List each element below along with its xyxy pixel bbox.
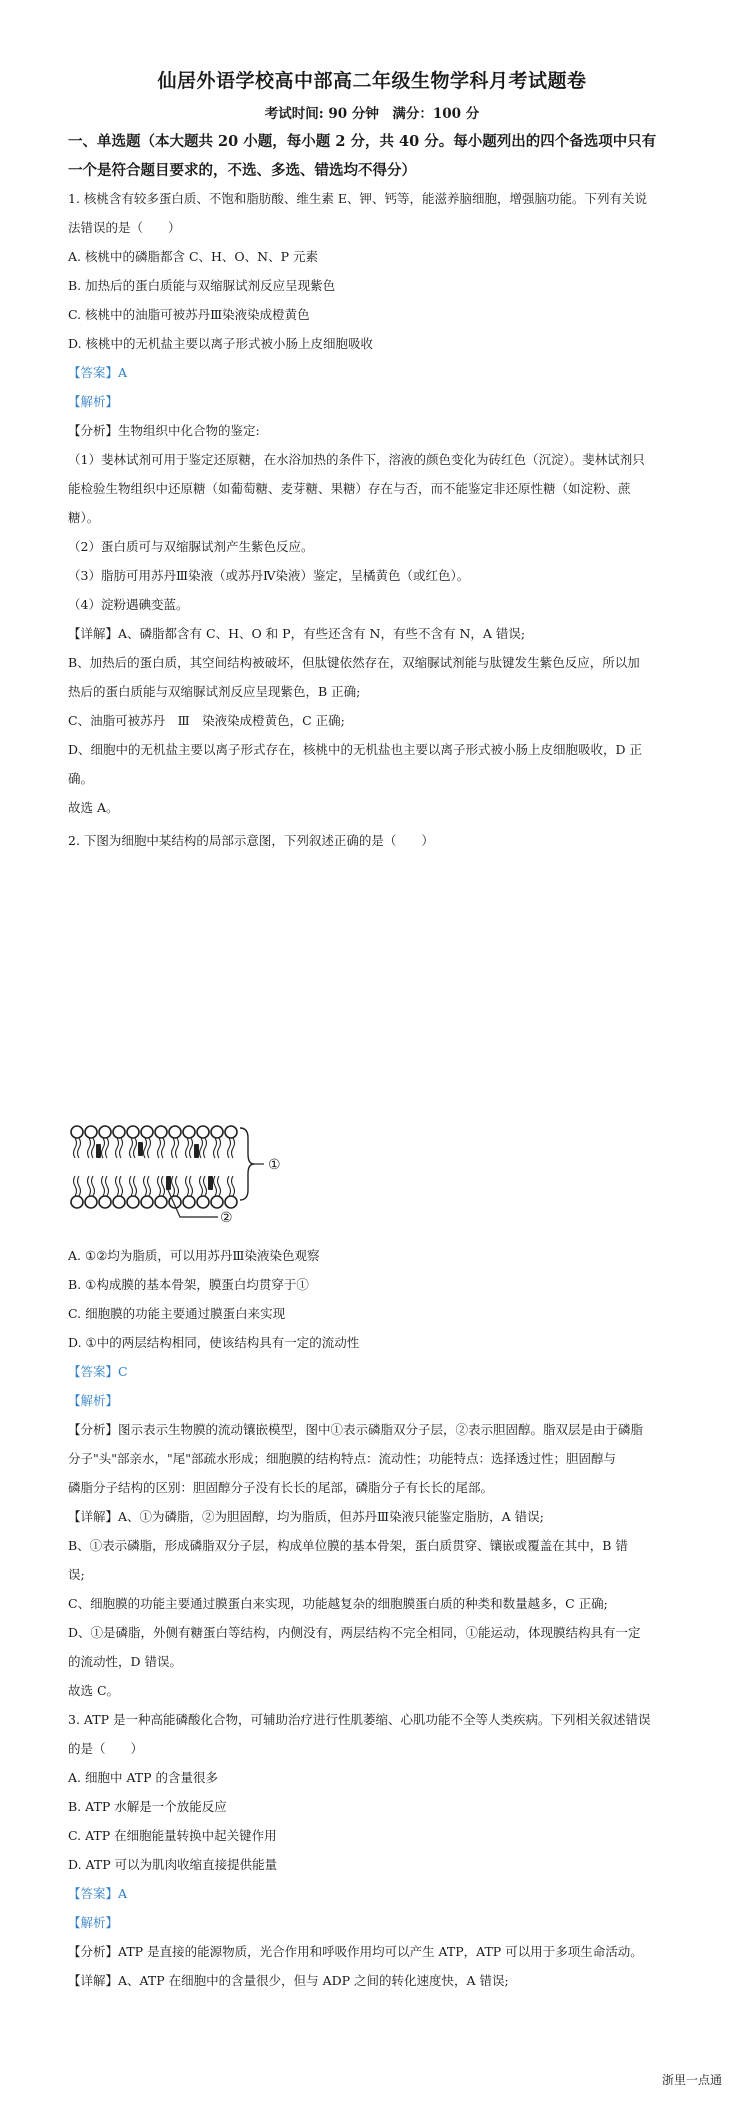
q3-stem-line2: 的是（ ） bbox=[68, 1741, 144, 1756]
exam-info: 考试时间: 90 分钟 满分：100 分 bbox=[264, 106, 480, 122]
q1-detail-line3: 热后的蛋白质能与双缩脲试剂反应呈现紫色，B 正确; bbox=[68, 684, 361, 699]
q2-analysis-label: 【解析】 bbox=[68, 1393, 119, 1408]
label-1-bracket bbox=[240, 1128, 254, 1200]
q1-detail-line1: 【详解】A、磷脂都含有 C、H、O 和 P，有些还含有 N，有些不含有 N，A 错误; bbox=[68, 626, 526, 641]
cholesterol-molecules bbox=[96, 1142, 213, 1190]
q2-detail-line6: 的流动性，D 错误。 bbox=[68, 1654, 182, 1669]
q3-option-b: B. ATP 水解是一个放能反应 bbox=[68, 1799, 227, 1814]
q2-option-c: C. 细胞膜的功能主要通过膜蛋白来实现 bbox=[68, 1306, 286, 1321]
q1-analysis-line6: （3）脂肪可用苏丹Ⅲ染液（或苏丹Ⅳ染液）鉴定，呈橘黄色（或红色）。 bbox=[68, 568, 470, 583]
q1-option-d: D. 核桃中的无机盐主要以离子形式被小肠上皮细胞吸收 bbox=[68, 336, 374, 351]
q1-analysis-line3: 能检验生物组织中还原糖（如葡萄糖、麦芽糖、果糖）存在与否，而不能鉴定非还原性糖（如淀粉、蔗 bbox=[68, 481, 631, 496]
section-heading-line2: 一个是符合题目要求的，不选、多选、错选均不得分） bbox=[68, 162, 416, 179]
q3-detail-line1: 【详解】A、ATP 在细胞中的含量很少，但与 ADP 之间的转化速度快，A 错误; bbox=[68, 1973, 509, 1988]
q1-detail-line5: D、细胞中的无机盐主要以离子形式存在，核桃中的无机盐也主要以离子形式被小肠上皮细胞吸收，D 正 bbox=[68, 742, 643, 757]
label-1: ① bbox=[268, 1157, 281, 1173]
q1-analysis-label: 【解析】 bbox=[68, 394, 119, 409]
q3-answer: 【答案】A bbox=[68, 1886, 128, 1901]
q2-detail-line3: 误; bbox=[68, 1567, 85, 1582]
q2-analysis-line1: 【分析】图示表示生物膜的流动镶嵌模型，图中①表示磷脂双分子层，②表示胆固醇。脂双层是由于磷脂 bbox=[68, 1422, 644, 1437]
q1-detail-line4: C、油脂可被苏丹 Ⅲ 染液染成橙黄色，C 正确; bbox=[68, 713, 345, 728]
q2-detail-line2: B、①表示磷脂，形成磷脂双分子层，构成单位膜的基本骨架，蛋白质贯穿、镶嵌或覆盖在其中，B 错 bbox=[68, 1538, 628, 1553]
q2-detail-line7: 故选 C。 bbox=[68, 1683, 120, 1698]
q1-analysis-line1: 【分析】生物组织中化合物的鉴定: bbox=[68, 423, 260, 438]
q2-detail-line5: D、①是磷脂，外侧有糖蛋白等结构，内侧没有，两层结构不完全相同，①能运动，体现膜结构具有一定 bbox=[68, 1625, 641, 1640]
q2-answer: 【答案】C bbox=[68, 1364, 128, 1379]
q1-detail-line7: 故选 A。 bbox=[68, 800, 119, 815]
q3-option-a: A. 细胞中 ATP 的含量很多 bbox=[68, 1770, 219, 1785]
q3-stem-line1: 3. ATP 是一种高能磷酸化合物，可辅助治疗进行性肌萎缩、心肌功能不全等人类疾病。下列相关叙述错误 bbox=[68, 1712, 651, 1727]
q3-option-d: D. ATP 可以为肌肉收缩直接提供能量 bbox=[68, 1857, 278, 1872]
q1-answer: 【答案】A bbox=[68, 365, 128, 380]
q1-stem-line1: 1. 核桃含有较多蛋白质、不饱和脂肪酸、维生素 E、钾、钙等，能滋养脑细胞，增强脑功能。下列有关说 bbox=[68, 191, 647, 206]
section-heading-line1: 一、单选题（本大题共 20 小题，每小题 2 分，共 40 分。每小题列出的四个备选项中只有 bbox=[68, 133, 657, 150]
q1-option-a: A. 核桃中的磷脂都含 C、H、O、N、P 元素 bbox=[68, 249, 318, 264]
q3-option-c: C. ATP 在细胞能量转换中起关键作用 bbox=[68, 1828, 277, 1843]
q2-analysis-line3: 磷脂分子结构的区别：胆固醇分子没有长长的尾部，磷脂分子有长长的尾部。 bbox=[68, 1480, 494, 1495]
page-title: 仙居外语学校高中部高二年级生物学科月考试题卷 bbox=[157, 70, 587, 92]
top-phospholipid-heads bbox=[71, 1126, 237, 1138]
q1-analysis-line4: 糖）。 bbox=[68, 510, 100, 525]
q1-analysis-line5: （2）蛋白质可与双缩脲试剂产生紫色反应。 bbox=[68, 539, 314, 554]
q2-option-a: A. ①②均为脂质，可以用苏丹Ⅲ染液染色观察 bbox=[68, 1248, 320, 1263]
q1-option-c: C. 核桃中的油脂可被苏丹Ⅲ染液染成橙黄色 bbox=[68, 307, 310, 322]
q1-analysis-line2: （1）斐林试剂可用于鉴定还原糖，在水浴加热的条件下，溶液的颜色变化为砖红色（沉淀）。斐林试剂只 bbox=[68, 452, 645, 467]
q1-stem-line2: 法错误的是（ ） bbox=[68, 220, 181, 235]
bottom-phospholipid-heads bbox=[71, 1196, 237, 1208]
membrane-diagram bbox=[68, 1124, 288, 1226]
q1-option-b: B. 加热后的蛋白质能与双缩脲试剂反应呈现紫色 bbox=[68, 278, 336, 293]
q2-analysis-line2: 分子"头"部亲水，"尾"部疏水形成；细胞膜的结构特点：流动性；功能特点：选择透过性；胆固醇与 bbox=[68, 1451, 616, 1466]
q1-analysis-line7: （4）淀粉遇碘变蓝。 bbox=[68, 597, 189, 612]
q2-option-d: D. ①中的两层结构相同，使该结构具有一定的流动性 bbox=[68, 1335, 360, 1350]
q2-detail-line1: 【详解】A、①为磷脂，②为胆固醇，均为脂质，但苏丹Ⅲ染液只能鉴定脂肪，A 错误; bbox=[68, 1509, 544, 1524]
q1-detail-line6: 确。 bbox=[68, 771, 94, 786]
footer-watermark: 浙里一点通 bbox=[662, 2073, 723, 2087]
q2-stem: 2. 下图为细胞中某结构的局部示意图，下列叙述正确的是（ ） bbox=[68, 833, 434, 848]
q2-detail-line4: C、细胞膜的功能主要通过膜蛋白来实现，功能越复杂的细胞膜蛋白质的种类和数量越多，C 正确; bbox=[68, 1596, 608, 1611]
q2-option-b: B. ①构成膜的基本骨架，膜蛋白均贯穿于① bbox=[68, 1277, 309, 1292]
q3-analysis-line1: 【分析】ATP 是直接的能源物质，光合作用和呼吸作用均可以产生 ATP，ATP 可以用于多项生命活动。 bbox=[68, 1944, 643, 1959]
q1-detail-line2: B、加热后的蛋白质，其空间结构被破坏，但肽键依然存在，双缩脲试剂能与肽键发生紫色反应，所以加 bbox=[68, 655, 640, 670]
q3-analysis-label: 【解析】 bbox=[68, 1915, 119, 1930]
label-2: ② bbox=[220, 1210, 233, 1226]
